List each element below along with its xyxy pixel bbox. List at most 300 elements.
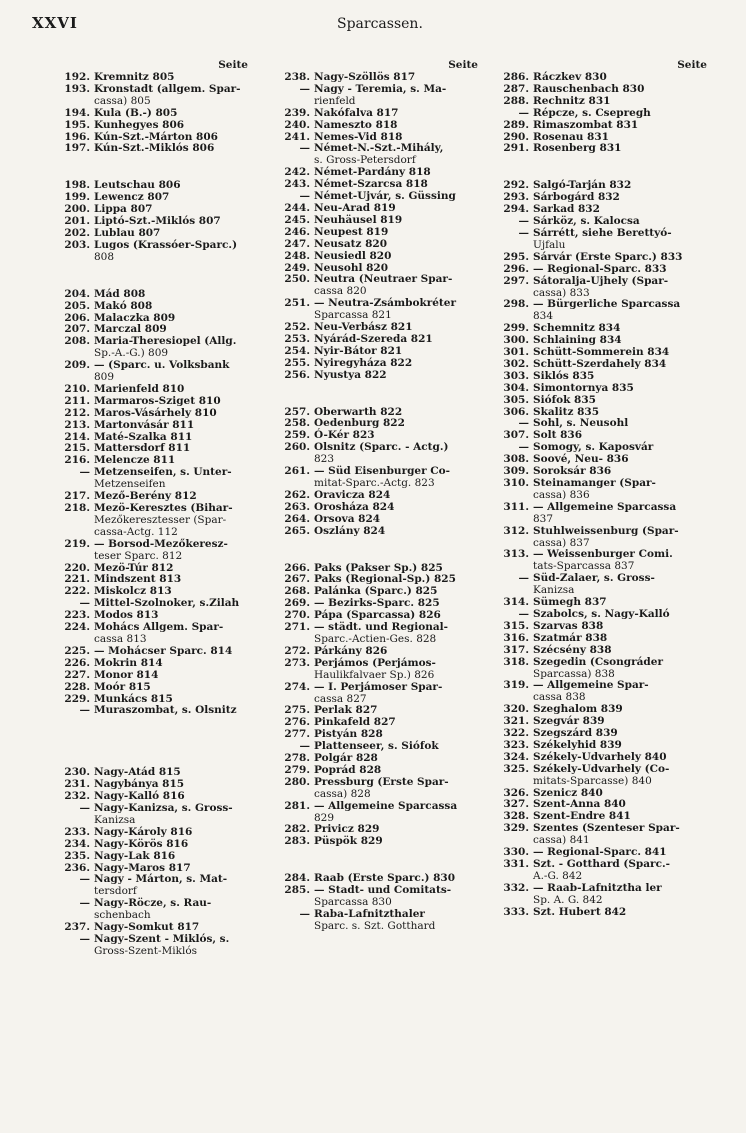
entry-number: 249. [284,261,310,274]
index-entry [278,466,478,490]
index-entry [58,289,248,301]
entry-number: 320. [503,703,529,716]
entry-line: Polgár 828 [314,752,378,765]
entry-text [533,823,707,847]
entry-line: Simontornya 835 [533,381,634,394]
entry-number: 294. [503,203,529,216]
entry-line: Székely-Udvarhely (Co- [533,762,670,775]
entry-text [314,526,478,538]
entry-line: Kanizsa [94,813,136,826]
entry-line: Neusatz 820 [314,237,388,250]
entry-line: Lippa 807 [94,203,153,216]
entry-number: 203. [64,238,90,251]
entry-text [94,336,248,360]
index-entry [278,658,478,682]
entry-line: — Regional-Sparc. 841 [533,846,667,859]
entry-line: Rosenberg 831 [533,142,622,155]
entry-line: — Stadt- und Comitats- [314,884,452,897]
entry-number: 209. [64,359,90,372]
index-entry [278,526,478,538]
entry-line: Kún-Szt.-Miklós 806 [94,142,215,155]
entry-line: Olsnitz (Sparc. - Actg.) [314,441,449,454]
entry-text [533,645,707,657]
entry-line: Neupest 819 [314,225,389,238]
entry-number: 305. [503,393,529,406]
entry-line: Székelyhid 839 [533,738,622,751]
entry-number: — [518,572,529,585]
entry-number: 206. [64,311,90,324]
entry-number: 251. [284,297,310,310]
entry-text [533,299,707,323]
entry-line: Miskolcz 813 [94,585,172,598]
page-title: Sparcassen. [337,16,423,32]
entry-text [314,120,478,132]
entry-line: Ráczkev 830 [533,71,607,83]
entry-text [94,396,248,408]
entry-number: 311. [503,500,529,513]
index-entry [278,514,478,526]
entry-text [314,442,478,466]
entry-line: Süd-Zalaer, s. Gross- [533,572,655,585]
entry-line: Skalitz 835 [533,405,600,418]
entry-number: 256. [284,368,310,381]
entry-number: — [79,466,90,479]
entry-number: 213. [64,418,90,431]
index-entry [278,909,478,933]
seite-header: Seite [448,59,478,71]
index-entry [497,645,707,657]
entry-line: — Weissenburger Comi. [533,548,673,561]
entry-line: Szécsény 838 [533,643,612,656]
index-entry [278,84,478,108]
index-entry [497,108,707,120]
entry-line: Perlak 827 [314,704,378,717]
entry-number: 300. [503,334,529,347]
entry-line: Szegszárd 839 [533,727,618,740]
entry-number: 227. [64,668,90,681]
entry-line: Nakófalva 817 [314,106,399,119]
entry-line: Mád 808 [94,287,146,300]
entry-line: Neuhäusel 819 [314,213,403,226]
index-entry [58,934,248,958]
entry-number: 293. [503,191,529,204]
entry-number: 286. [503,71,529,83]
index-entry [278,143,478,167]
entry-number: 276. [284,716,310,729]
entry-line: Martonvásár 811 [94,418,195,431]
index-entry [58,803,248,827]
entry-number: 255. [284,356,310,369]
entry-text [94,408,248,420]
index-entry [497,680,707,704]
entry-line: Német-Ujvár, s. Güssing [314,190,456,203]
entry-line: — Neutra-Zsámbokréter [314,297,456,310]
entry-number: 281. [284,799,310,812]
entry-number: 280. [284,775,310,788]
entry-number: 195. [64,118,90,131]
entry-number: 230. [64,766,90,779]
entry-number: — [299,142,310,155]
entry-text [314,370,478,382]
index-entry [278,358,478,370]
entry-line: Metzenseifen, s. Unter- [94,466,232,479]
entry-line: Lugos (Krassóer-Sparc.) [94,238,238,251]
entry-text [94,646,248,658]
entry-line: Ujfalu [533,238,566,251]
entry-number: 319. [503,679,529,692]
entry-text [94,898,248,922]
index-entry [497,502,707,526]
entry-line: Pápa (Sparcassa) 826 [314,609,441,622]
entry-line: Metzenseifen [94,478,166,491]
entry-text [314,514,478,526]
entry-line: Rauschenbach 830 [533,82,645,95]
entry-line: Nagy-Körös 816 [94,837,189,850]
entry-line: Lublau 807 [94,226,161,239]
entry-line: cassa 813 [94,632,147,645]
entry-line: Schemnitz 834 [533,322,621,335]
entry-line: Szegvár 839 [533,715,605,728]
entry-line: Perjámos (Perjámos- [314,656,436,669]
entry-line: Schütt-Sommerein 834 [533,346,670,359]
entry-line: Neusiedl 820 [314,249,392,262]
entry-line: Szt. - Gotthard (Sparc.- [533,858,670,870]
entry-number: 331. [503,858,529,870]
entry-number: — [299,740,310,753]
entry-line: Német-N.-Szt.-Mihály, [314,142,444,155]
entry-number: 329. [503,822,529,835]
entry-number: 287. [503,82,529,95]
entry-number: — [518,607,529,620]
entry-line: Szeghalom 839 [533,703,623,716]
index-entry [497,823,707,847]
entry-line: Nyárád-Szereda 821 [314,332,433,345]
entry-number: 242. [284,166,310,179]
entry-number: 299. [503,322,529,335]
entry-number: 233. [64,825,90,838]
entry-text [94,301,248,313]
entry-line: cassa) 833 [533,286,590,299]
entry-number: 304. [503,381,529,394]
entry-number: 318. [503,655,529,668]
entry-text [94,84,248,108]
entry-line: — (Sparc. u. Volksbank [94,359,230,372]
entry-text [533,228,707,252]
index-entry [497,252,707,264]
entry-number: 295. [503,250,529,263]
entry-number: 273. [284,656,310,669]
index-entry [58,408,248,420]
entry-line: — Mohácser Sparc. 814 [94,644,233,657]
entry-number: 302. [503,357,529,370]
entry-line: Kunhegyes 806 [94,118,185,131]
entry-number: 333. [503,905,529,918]
entry-line: Répcze, s. Csepregh [533,106,651,119]
index-entry [278,622,478,646]
entry-number: 298. [503,298,529,311]
entry-text [314,143,478,167]
entry-line: A.-G. 842 [533,869,583,882]
entry-line: Sparc. s. Szt. Gotthard [314,919,436,932]
entry-line: 808 [94,250,115,263]
entry-line: Raba-Lafnitzthaler [314,908,425,920]
entry-number: 254. [284,344,310,357]
entry-line: Poprád 828 [314,763,382,776]
entry-number: — [518,226,529,239]
entry-line: mitat-Sparc.-Actg. 823 [314,477,435,489]
entry-text [94,658,248,670]
index-entry [497,657,707,681]
entry-number: 217. [64,490,90,503]
entry-line: Liptó-Szt.-Miklós 807 [94,215,221,228]
entry-line: Szegedin (Csongráder [533,655,663,668]
entry-number: 306. [503,405,529,418]
entry-text [533,573,707,597]
entry-text [94,934,248,958]
entry-number: 205. [64,299,90,312]
entry-text [533,680,707,704]
entry-text [533,752,707,764]
entry-number: 285. [284,884,310,897]
entry-line: Monor 814 [94,668,159,681]
entry-line: Sárbogárd 832 [533,191,620,204]
entry-number: — [518,106,529,119]
entry-number: — [299,908,310,920]
entry-number: 332. [503,881,529,894]
entry-text [94,143,248,155]
entry-line: Rechnitz 831 [533,94,611,107]
entry-text [314,274,478,298]
entry-text [533,276,707,300]
entry-line: Pistyán 828 [314,728,383,741]
index-entry [58,827,248,839]
index-entry [497,371,707,383]
entry-text [533,108,707,120]
section-gap [58,264,248,289]
index-column-3 [497,60,707,919]
entry-number: — [518,215,529,228]
index-entry [58,839,248,851]
index-entry [278,777,478,801]
entry-line: Püspök 829 [314,835,383,848]
entry-line: Paks (Regional-Sp.) 825 [314,573,456,586]
entry-text [94,539,248,563]
entry-line: Paks (Pakser Sp.) 825 [314,561,443,574]
entry-line: Szatmár 838 [533,631,608,644]
entry-number: 324. [503,750,529,763]
entry-line: teser Sparc. 812 [94,549,183,562]
entry-line: Munkács 815 [94,692,173,705]
entry-number: 218. [64,502,90,514]
entry-text [533,907,707,919]
entry-line: Muraszombat, s. Olsnitz [94,704,237,717]
index-entry [497,143,707,155]
entry-number: 221. [64,573,90,586]
entry-text [314,885,478,909]
entry-line: Soové, Neu- 836 [533,453,629,466]
entry-number: 308. [503,453,529,466]
index-entry [58,467,248,491]
entry-line: Mezőkeresztesser (Spar- [94,513,227,526]
entry-text [94,803,248,827]
entry-text [314,658,478,682]
entry-line: Kronstadt (allgem. Spar- [94,82,241,95]
entry-line: Sp.-A.-G.) 809 [94,347,169,360]
entry-number: 283. [284,835,310,848]
page-number: XXVI [32,14,78,32]
entry-number: 193. [64,82,90,95]
entry-number: 212. [64,406,90,419]
entry-line: Nagy-Lak 816 [94,849,176,862]
entry-number: 215. [64,442,90,455]
entry-line: Plattenseer, s. Siófok [314,740,439,753]
index-column-1 [58,60,248,958]
entry-line: Oravicza 824 [314,488,391,501]
entry-number: 211. [64,394,90,407]
entry-number: 307. [503,429,529,442]
entry-number: — [299,82,310,95]
entry-number: 314. [503,596,529,609]
entry-number: 210. [64,382,90,395]
entry-number: 271. [284,621,310,634]
entry-text [314,84,478,108]
entry-number: 225. [64,644,90,657]
entry-text [314,346,478,358]
entry-line: Mezö-Túr 812 [94,561,174,574]
entry-line: Solt 836 [533,429,582,442]
entry-number: 257. [284,405,310,418]
entry-line: Pressburg (Erste Spar- [314,775,449,788]
entry-line: Székely-Udvarhely 840 [533,750,667,763]
entry-line: Gross-Szent-Miklós [94,944,198,957]
entry-line: — städt. und Regional- [314,621,449,634]
index-entry [58,336,248,360]
entry-line: Párkány 826 [314,644,388,657]
entry-number: 244. [284,201,310,214]
entry-line: Szabolcs, s. Nagy-Kalló [533,607,670,620]
entry-line: cassa 820 [314,285,367,298]
entry-line: Neusohl 820 [314,261,389,274]
entry-line: Schütt-Szerdahely 834 [533,357,667,370]
entry-text [533,883,707,907]
entry-line: Szent-Endre 841 [533,810,631,823]
entry-number: 289. [503,118,529,131]
index-entry [497,907,707,919]
entry-line: Moór 815 [94,680,151,693]
index-entry [497,633,707,645]
entry-text [94,670,248,682]
index-entry [497,573,707,597]
entry-number: 277. [284,728,310,741]
entry-number: 194. [64,106,90,119]
index-entry [278,227,478,239]
entry-line: s. Gross-Petersdorf [314,154,416,167]
entry-text [533,96,707,108]
entry-line: Somogy, s. Kaposvár [533,441,654,454]
entry-line: Marienfeld 810 [94,382,185,395]
entry-number: 303. [503,369,529,382]
entry-text [94,240,248,264]
entry-line: Oberwarth 822 [314,405,403,418]
entry-text [314,215,478,227]
entry-line: Sárköz, s. Kalocsa [533,215,640,228]
entry-line: — Allgemeine Sparcassa [314,799,458,812]
entry-text [533,252,707,264]
entry-line: Neutra (Neutraer Spar- [314,273,453,286]
entry-text [94,108,248,120]
entry-text [314,251,478,263]
entry-line: Maté-Szalka 811 [94,430,193,443]
entry-text [314,646,478,658]
entry-text [94,120,248,132]
entry-line: Sátoralja-Ujhely (Spar- [533,274,669,287]
entry-line: Salgó-Tarján 832 [533,179,632,192]
entry-number: 260. [284,441,310,454]
entry-text [94,420,248,432]
entry-line: Neu-Arad 819 [314,201,396,214]
entry-text [533,371,707,383]
entry-number: 240. [284,118,310,131]
entry-number: 274. [284,680,310,693]
entry-line: cassa) 828 [314,787,371,800]
entry-text [533,764,707,788]
entry-text [533,859,707,883]
index-entry [58,874,248,898]
entry-number: 246. [284,225,310,238]
entry-text [94,705,248,717]
entry-line: Kanizsa [533,584,575,597]
section-gap [278,382,478,407]
entry-line: Siklós 835 [533,369,595,382]
entry-number: 270. [284,609,310,622]
index-entry [497,395,707,407]
index-entry [278,646,478,658]
entry-number: 330. [503,846,529,859]
entry-line: — Bürgerliche Sparcassa [533,298,681,311]
index-entry [278,298,478,322]
entry-line: Szent-Anna 840 [533,798,626,811]
entry-line: 834 [533,310,554,323]
entry-line: cassa) 841 [533,834,590,847]
entry-line: Sarkad 832 [533,203,600,216]
index-entry [58,705,248,717]
entry-number: — [79,873,90,886]
entry-line: Sparc.-Actien-Ges. 828 [314,632,437,645]
index-entry [58,898,248,922]
entry-number: 199. [64,191,90,204]
entry-number: 268. [284,585,310,598]
entry-line: — Bezirks-Sparc. 825 [314,597,440,610]
entry-line: Nyiregyháza 822 [314,356,413,369]
entry-number: 292. [503,179,529,192]
entry-number: 290. [503,130,529,143]
entry-line: Mindszent 813 [94,573,182,586]
entry-line: Német-Szarcsa 818 [314,178,428,191]
entry-number: 204. [64,287,90,300]
entry-number: 238. [284,71,310,83]
entry-number: 278. [284,752,310,765]
entry-line: Makó 808 [94,299,153,312]
index-entry [58,420,248,432]
entry-line: Schlaining 834 [533,334,622,347]
entry-number: 321. [503,715,529,728]
entry-number: 326. [503,786,529,799]
index-entry [278,251,478,263]
index-entry [58,360,248,384]
entry-line: mitats-Sparcasse) 840 [533,774,652,787]
entry-number: 284. [284,872,310,885]
entry-text [314,836,478,848]
